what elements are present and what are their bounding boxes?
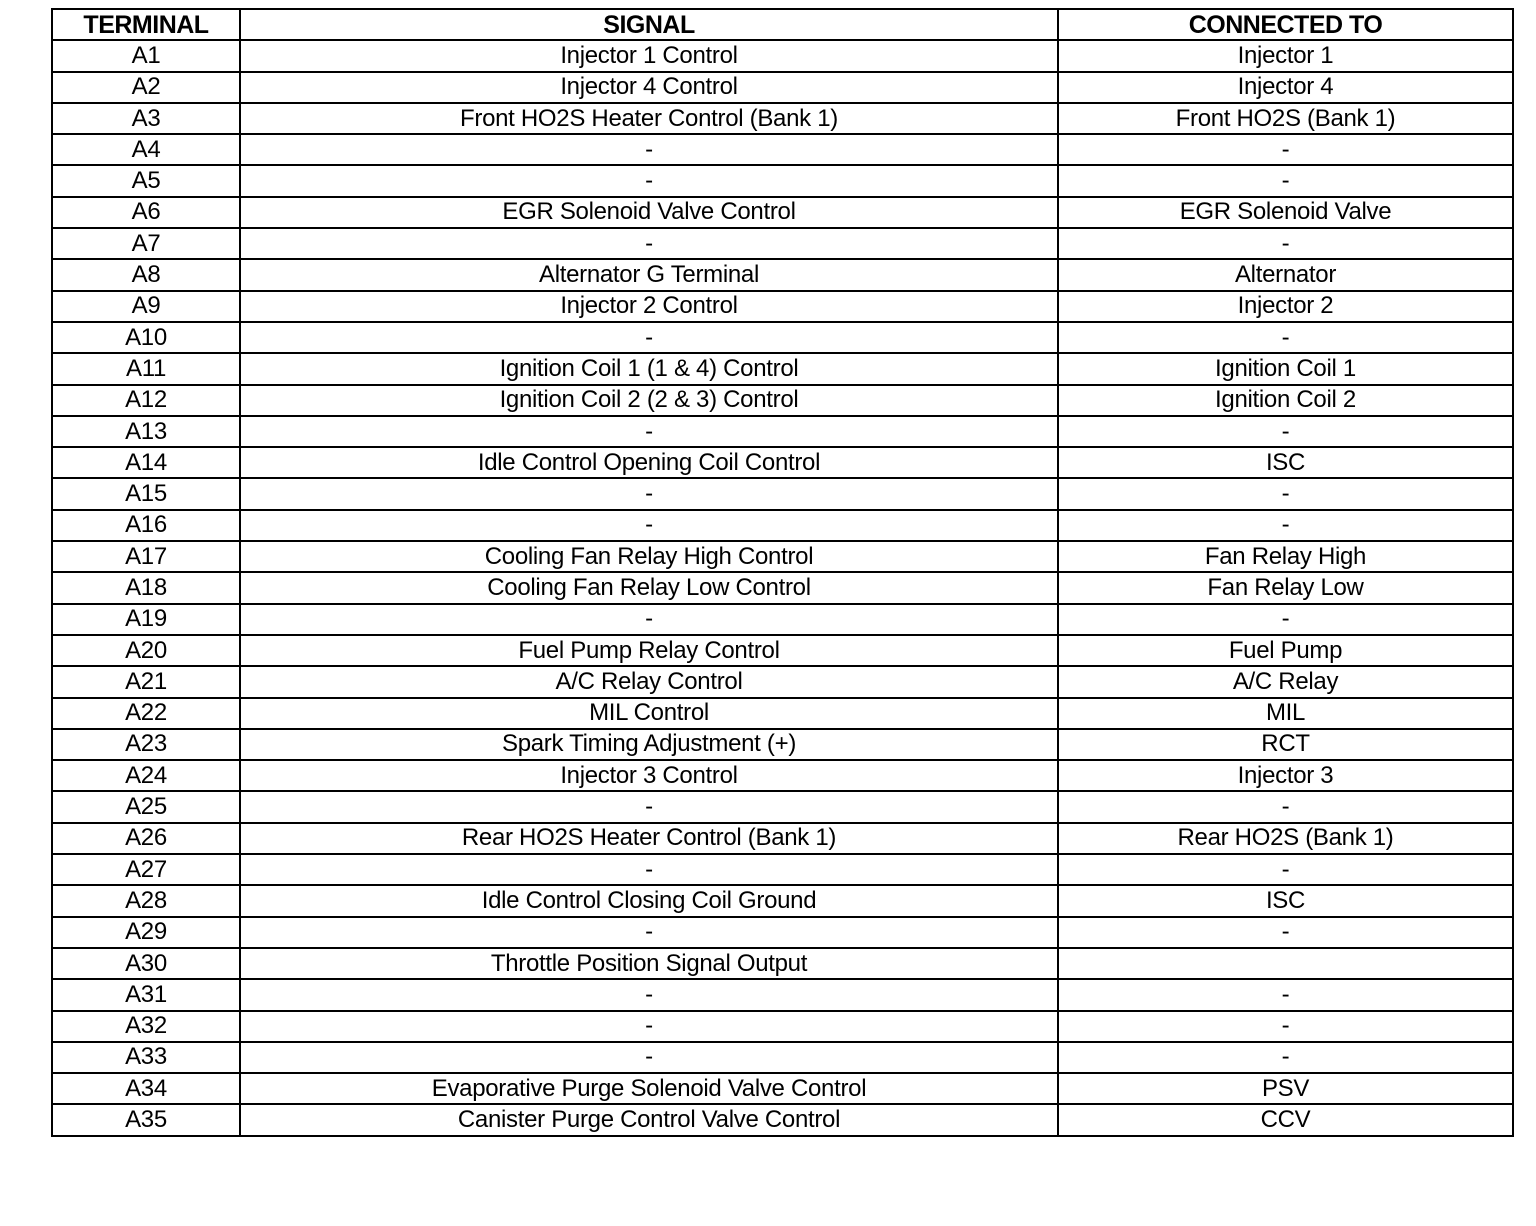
table-row bbox=[52, 948, 1513, 979]
table-row bbox=[52, 385, 1513, 416]
cell-connected-to: - bbox=[1058, 979, 1513, 1010]
table-row bbox=[52, 134, 1513, 165]
cell-connected-to: - bbox=[1058, 604, 1513, 635]
table-row bbox=[52, 604, 1513, 635]
table-header bbox=[52, 9, 1513, 40]
cell-connected-to: - bbox=[1058, 322, 1513, 353]
table-row bbox=[52, 197, 1513, 228]
cell-signal: Ignition Coil 1 (1 & 4) Control bbox=[240, 353, 1058, 384]
cell-signal: Injector 2 Control bbox=[240, 291, 1058, 322]
table-row bbox=[52, 353, 1513, 384]
table-row bbox=[52, 885, 1513, 916]
cell-terminal: A21 bbox=[52, 666, 240, 697]
cell-terminal: A20 bbox=[52, 635, 240, 666]
cell-terminal: A24 bbox=[52, 760, 240, 791]
cell-terminal: A22 bbox=[52, 698, 240, 729]
cell-connected-to: Injector 3 bbox=[1058, 760, 1513, 791]
cell-terminal: A15 bbox=[52, 478, 240, 509]
cell-connected-to bbox=[1058, 948, 1513, 979]
cell-connected-to: Fan Relay Low bbox=[1058, 572, 1513, 603]
cell-terminal: A9 bbox=[52, 291, 240, 322]
cell-terminal: A8 bbox=[52, 259, 240, 290]
cell-terminal: A16 bbox=[52, 510, 240, 541]
cell-terminal: A3 bbox=[52, 103, 240, 134]
cell-signal: - bbox=[240, 510, 1058, 541]
cell-terminal: A7 bbox=[52, 228, 240, 259]
cell-connected-to: EGR Solenoid Valve bbox=[1058, 197, 1513, 228]
cell-terminal: A6 bbox=[52, 197, 240, 228]
cell-connected-to: Fuel Pump bbox=[1058, 635, 1513, 666]
cell-connected-to: Front HO2S (Bank 1) bbox=[1058, 103, 1513, 134]
cell-terminal: A5 bbox=[52, 165, 240, 196]
cell-connected-to: ISC bbox=[1058, 447, 1513, 478]
cell-signal: Spark Timing Adjustment (+) bbox=[240, 729, 1058, 760]
header-connected-to: CONNECTED TO bbox=[1058, 9, 1513, 40]
cell-connected-to: - bbox=[1058, 165, 1513, 196]
cell-signal: Ignition Coil 2 (2 & 3) Control bbox=[240, 385, 1058, 416]
cell-signal: - bbox=[240, 478, 1058, 509]
table-row bbox=[52, 572, 1513, 603]
cell-signal: - bbox=[240, 979, 1058, 1010]
table-row bbox=[52, 760, 1513, 791]
cell-terminal: A2 bbox=[52, 72, 240, 103]
table-row bbox=[52, 1042, 1513, 1073]
cell-connected-to: - bbox=[1058, 854, 1513, 885]
cell-signal: - bbox=[240, 604, 1058, 635]
table-row bbox=[52, 510, 1513, 541]
cell-signal: - bbox=[240, 165, 1058, 196]
cell-signal: - bbox=[240, 917, 1058, 948]
cell-terminal: A29 bbox=[52, 917, 240, 948]
cell-connected-to: - bbox=[1058, 1042, 1513, 1073]
cell-terminal: A11 bbox=[52, 353, 240, 384]
table-row bbox=[52, 1011, 1513, 1042]
cell-signal: - bbox=[240, 791, 1058, 822]
cell-signal: Front HO2S Heater Control (Bank 1) bbox=[240, 103, 1058, 134]
table-row bbox=[52, 1073, 1513, 1104]
table-row bbox=[52, 72, 1513, 103]
terminal-signal-table bbox=[51, 8, 1514, 1137]
table-row bbox=[52, 322, 1513, 353]
cell-terminal: A26 bbox=[52, 823, 240, 854]
cell-terminal: A19 bbox=[52, 604, 240, 635]
table-row bbox=[52, 791, 1513, 822]
cell-terminal: A27 bbox=[52, 854, 240, 885]
cell-terminal: A13 bbox=[52, 416, 240, 447]
table-row bbox=[52, 1104, 1513, 1135]
cell-signal: Fuel Pump Relay Control bbox=[240, 635, 1058, 666]
table-row bbox=[52, 541, 1513, 572]
cell-connected-to: Ignition Coil 2 bbox=[1058, 385, 1513, 416]
cell-terminal: A30 bbox=[52, 948, 240, 979]
table-row bbox=[52, 666, 1513, 697]
terminal-table-container bbox=[51, 8, 1512, 1137]
cell-terminal: A17 bbox=[52, 541, 240, 572]
table-row bbox=[52, 917, 1513, 948]
cell-terminal: A18 bbox=[52, 572, 240, 603]
table-row bbox=[52, 416, 1513, 447]
cell-terminal: A35 bbox=[52, 1104, 240, 1135]
table-row bbox=[52, 823, 1513, 854]
cell-connected-to: Injector 2 bbox=[1058, 291, 1513, 322]
cell-connected-to: Injector 4 bbox=[1058, 72, 1513, 103]
cell-signal: Injector 3 Control bbox=[240, 760, 1058, 791]
cell-connected-to: PSV bbox=[1058, 1073, 1513, 1104]
header-terminal: TERMINAL bbox=[52, 9, 240, 40]
table-row bbox=[52, 259, 1513, 290]
cell-signal: Throttle Position Signal Output bbox=[240, 948, 1058, 979]
cell-signal: Rear HO2S Heater Control (Bank 1) bbox=[240, 823, 1058, 854]
cell-connected-to: - bbox=[1058, 917, 1513, 948]
cell-connected-to: CCV bbox=[1058, 1104, 1513, 1135]
table-body bbox=[52, 40, 1513, 1135]
cell-signal: - bbox=[240, 322, 1058, 353]
cell-connected-to: - bbox=[1058, 134, 1513, 165]
cell-terminal: A12 bbox=[52, 385, 240, 416]
cell-terminal: A4 bbox=[52, 134, 240, 165]
cell-signal: Evaporative Purge Solenoid Valve Control bbox=[240, 1073, 1058, 1104]
cell-connected-to: Alternator bbox=[1058, 259, 1513, 290]
cell-terminal: A31 bbox=[52, 979, 240, 1010]
cell-terminal: A14 bbox=[52, 447, 240, 478]
cell-connected-to: - bbox=[1058, 228, 1513, 259]
cell-signal: - bbox=[240, 134, 1058, 165]
cell-connected-to: Injector 1 bbox=[1058, 40, 1513, 71]
table-row bbox=[52, 165, 1513, 196]
table-row bbox=[52, 228, 1513, 259]
cell-signal: - bbox=[240, 416, 1058, 447]
cell-signal: Canister Purge Control Valve Control bbox=[240, 1104, 1058, 1135]
cell-connected-to: Rear HO2S (Bank 1) bbox=[1058, 823, 1513, 854]
cell-connected-to: RCT bbox=[1058, 729, 1513, 760]
table-row bbox=[52, 698, 1513, 729]
cell-terminal: A28 bbox=[52, 885, 240, 916]
table-row bbox=[52, 729, 1513, 760]
cell-connected-to: - bbox=[1058, 1011, 1513, 1042]
table-row bbox=[52, 103, 1513, 134]
cell-signal: Idle Control Opening Coil Control bbox=[240, 447, 1058, 478]
cell-terminal: A33 bbox=[52, 1042, 240, 1073]
table-row bbox=[52, 291, 1513, 322]
cell-signal: MIL Control bbox=[240, 698, 1058, 729]
cell-connected-to: - bbox=[1058, 416, 1513, 447]
cell-terminal: A10 bbox=[52, 322, 240, 353]
cell-terminal: A25 bbox=[52, 791, 240, 822]
cell-connected-to: - bbox=[1058, 510, 1513, 541]
cell-signal: - bbox=[240, 1042, 1058, 1073]
table-row bbox=[52, 478, 1513, 509]
cell-signal: - bbox=[240, 228, 1058, 259]
cell-signal: Injector 1 Control bbox=[240, 40, 1058, 71]
table-row bbox=[52, 635, 1513, 666]
cell-terminal: A23 bbox=[52, 729, 240, 760]
cell-terminal: A1 bbox=[52, 40, 240, 71]
cell-signal: A/C Relay Control bbox=[240, 666, 1058, 697]
cell-terminal: A32 bbox=[52, 1011, 240, 1042]
cell-signal: Injector 4 Control bbox=[240, 72, 1058, 103]
cell-connected-to: - bbox=[1058, 478, 1513, 509]
table-row bbox=[52, 447, 1513, 478]
cell-terminal: A34 bbox=[52, 1073, 240, 1104]
cell-signal: Idle Control Closing Coil Ground bbox=[240, 885, 1058, 916]
table-row bbox=[52, 40, 1513, 71]
cell-signal: EGR Solenoid Valve Control bbox=[240, 197, 1058, 228]
cell-signal: Alternator G Terminal bbox=[240, 259, 1058, 290]
header-row bbox=[52, 9, 1513, 40]
header-signal: SIGNAL bbox=[240, 9, 1058, 40]
cell-connected-to: Ignition Coil 1 bbox=[1058, 353, 1513, 384]
cell-connected-to: Fan Relay High bbox=[1058, 541, 1513, 572]
cell-connected-to: - bbox=[1058, 791, 1513, 822]
cell-connected-to: A/C Relay bbox=[1058, 666, 1513, 697]
cell-signal: Cooling Fan Relay Low Control bbox=[240, 572, 1058, 603]
cell-signal: - bbox=[240, 1011, 1058, 1042]
cell-connected-to: ISC bbox=[1058, 885, 1513, 916]
cell-signal: Cooling Fan Relay High Control bbox=[240, 541, 1058, 572]
cell-signal: - bbox=[240, 854, 1058, 885]
table-row bbox=[52, 979, 1513, 1010]
table-row bbox=[52, 854, 1513, 885]
cell-connected-to: MIL bbox=[1058, 698, 1513, 729]
